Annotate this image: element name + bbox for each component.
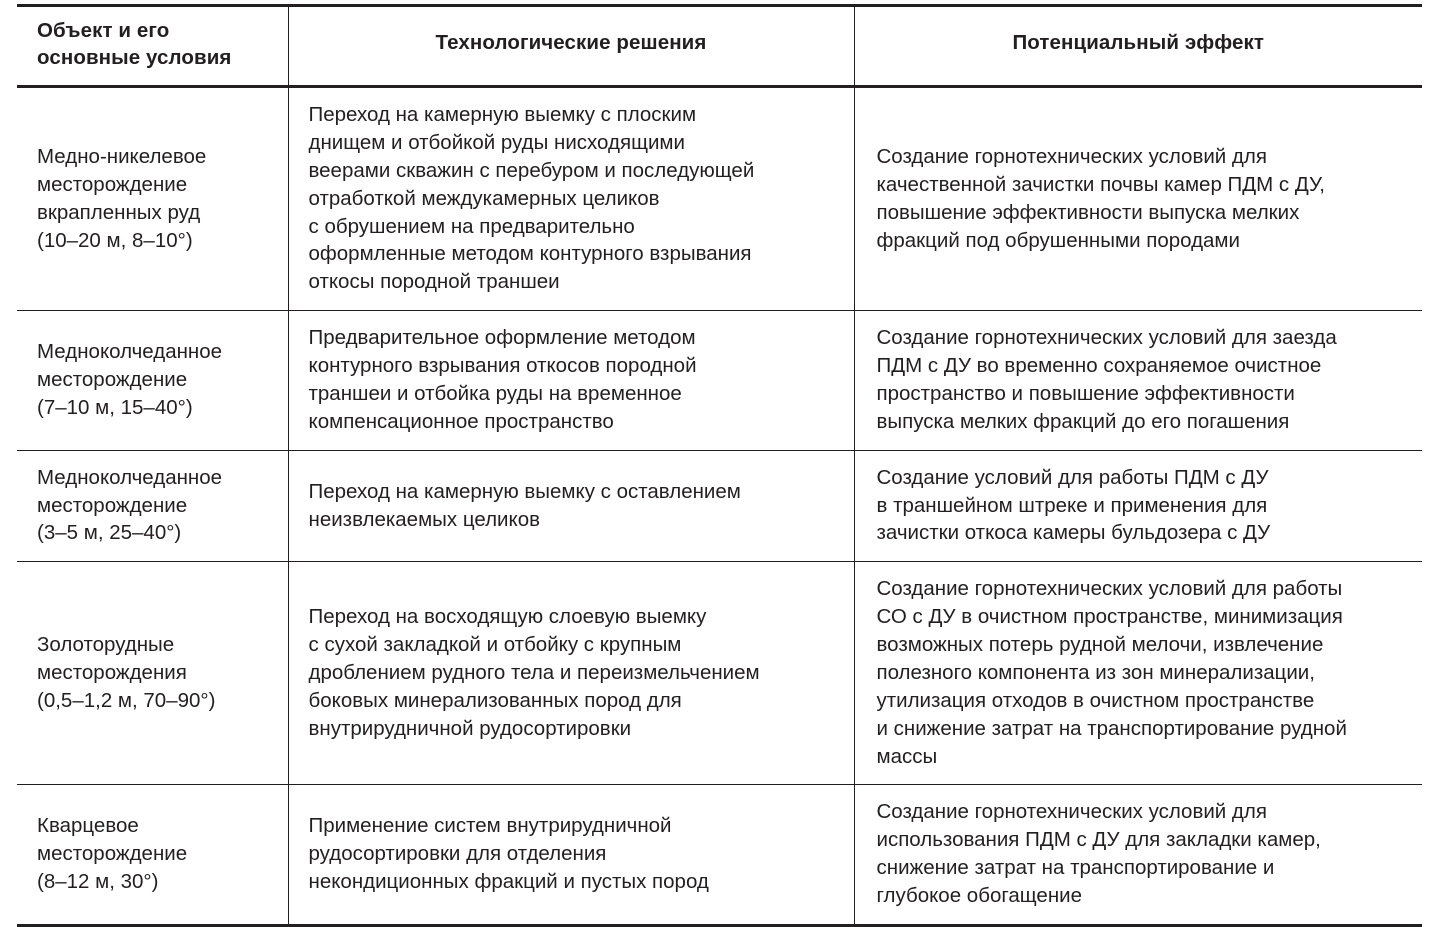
cell-solution (288, 87, 854, 311)
effect-line: ПДМ с ДУ во временно сохраняемое очистное (876, 354, 1322, 378)
cell-effect (854, 450, 1422, 562)
column-header-object-line-2: основные условия (37, 46, 232, 70)
table-row (17, 450, 1422, 562)
table-row (17, 87, 1422, 311)
cell-solution (288, 785, 854, 926)
column-header-solution: Технологические решения (288, 6, 854, 87)
column-header-object-line-1: Объект и его (37, 19, 170, 42)
cell-object (17, 450, 288, 562)
table-row (17, 562, 1422, 785)
solution-line: Предварительное оформление методом (308, 326, 696, 350)
effect-line: Создание горнотехнических условий для (876, 144, 1267, 168)
effect-line: СО с ДУ в очистном пространстве, минимизация (876, 605, 1343, 629)
solution-line: траншеи и отбойка руды на временное (308, 381, 682, 405)
cell-effect (854, 785, 1422, 926)
effect-line: качественной зачистки почвы камер ПДМ с ДУ, (876, 172, 1325, 196)
cell-effect (854, 87, 1422, 311)
solution-line: рудосортировки для отделения (308, 842, 607, 866)
solution-line: отработкой междукамерных целиков (308, 186, 660, 210)
solution-line: с обрушением на предварительно (308, 214, 635, 238)
object-line: Медноколчеданное (37, 340, 223, 364)
object-conditions: (3–5 м, 25–40°) (37, 521, 182, 545)
solution-line: внутрирудничной рудосортировки (308, 716, 632, 740)
solution-line: неизвлекаемых целиков (308, 507, 540, 531)
object-line: Медноколчеданное (37, 465, 223, 489)
object-line: Золоторудные (37, 633, 175, 657)
solution-line: веерами скважин с перебуром и последующей (308, 158, 755, 182)
solution-line: с сухой закладкой и отбойку с крупным (308, 633, 682, 657)
cell-object (17, 311, 288, 451)
effect-line: в траншейном штреке и применения для (876, 493, 1268, 517)
cell-solution (288, 450, 854, 562)
table-row (17, 785, 1422, 926)
cell-effect (854, 311, 1422, 451)
object-conditions: (7–10 м, 15–40°) (37, 395, 193, 419)
effect-line: выпуска мелких фракций до его погашения (876, 409, 1290, 433)
solution-line: контурного взрывания откосов породной (308, 354, 697, 378)
solution-line: днищем и отбойкой руды нисходящими (308, 130, 685, 154)
solution-line: оформленные методом контурного взрывания (308, 242, 752, 266)
object-line: месторождения (37, 660, 187, 684)
effect-line: Создание горнотехнических условий для заезда (876, 326, 1337, 350)
object-line: Кварцевое (37, 814, 139, 838)
effect-line: и снижение затрат на транспортирование рудной (876, 716, 1347, 740)
object-conditions: (10–20 м, 8–10°) (37, 228, 193, 252)
effect-line: массы (876, 744, 938, 768)
header-row (17, 6, 1422, 87)
solution-line: Переход на восходящую слоевую выемку (308, 605, 707, 629)
cell-object (17, 562, 288, 785)
effect-line: утилизация отходов в очистном пространстве (876, 688, 1315, 712)
object-conditions: (0,5–1,2 м, 70–90°) (37, 688, 216, 712)
technology-solutions-table (17, 4, 1422, 927)
effect-line: пространство и повышение эффективности (876, 381, 1295, 405)
solution-line: дроблением рудного тела и переизмельчением (308, 660, 760, 684)
effect-line: Создание горнотехнических условий для (876, 800, 1267, 824)
effect-line: снижение затрат на транспортирование и (876, 856, 1275, 880)
effect-line: глубокое обогащение (876, 884, 1082, 908)
solution-line: Применение систем внутрирудничной (308, 814, 672, 838)
object-line: месторождение (37, 493, 188, 517)
effect-line: фракций под обрушенными породами (876, 228, 1240, 252)
table-body (17, 87, 1422, 926)
column-header-effect: Потенциальный эффект (854, 6, 1422, 87)
solution-line: некондиционных фракций и пустых пород (308, 870, 709, 894)
effect-line: повышение эффективности выпуска мелких (876, 200, 1300, 224)
object-line: месторождение (37, 172, 188, 196)
column-header-object (17, 6, 288, 87)
cell-object (17, 87, 288, 311)
table-row (17, 311, 1422, 451)
object-conditions: (8–12 м, 30°) (37, 870, 159, 894)
solution-line: боковых минерализованных пород для (308, 688, 682, 712)
effect-line: Создание горнотехнических условий для работы (876, 577, 1343, 601)
cell-object (17, 785, 288, 926)
object-line: месторождение (37, 368, 188, 392)
table-header (17, 6, 1422, 87)
effect-line: возможных потерь рудной мелочи, извлечение (876, 633, 1324, 657)
solution-line: Переход на камерную выемку с оставлением (308, 479, 741, 503)
effect-line: использования ПДМ с ДУ для закладки камер, (876, 828, 1321, 852)
cell-solution (288, 311, 854, 451)
object-line: вкрапленных руд (37, 200, 201, 224)
object-line: месторождение (37, 842, 188, 866)
effect-line: зачистки откоса камеры бульдозера с ДУ (876, 521, 1271, 545)
solution-line: Переход на камерную выемку с плоским (308, 103, 697, 127)
solution-line: компенсационное пространство (308, 409, 614, 433)
effect-line: Создание условий для работы ПДМ с ДУ (876, 465, 1269, 489)
solution-line: откосы породной траншеи (308, 270, 560, 294)
object-line: Медно-никелевое (37, 144, 207, 168)
cell-effect (854, 562, 1422, 785)
effect-line: полезного компонента из зон минерализации, (876, 660, 1315, 684)
cell-solution (288, 562, 854, 785)
